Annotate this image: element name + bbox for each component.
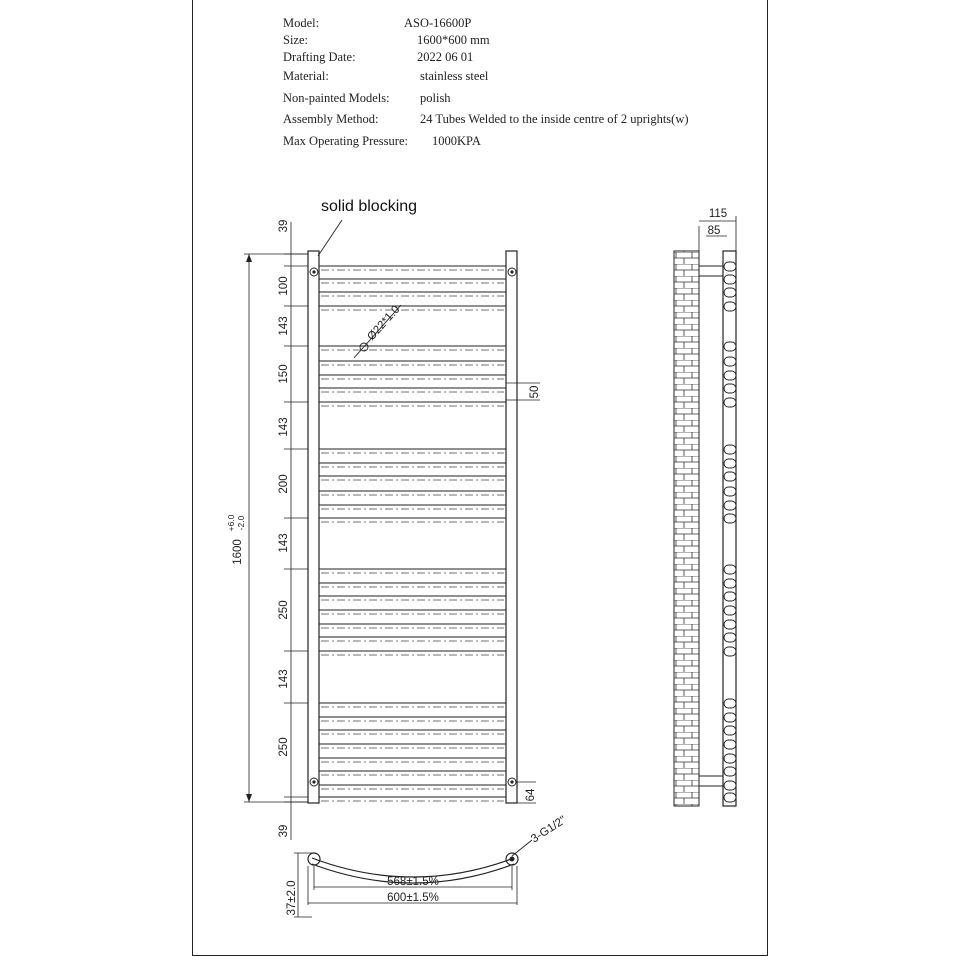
side-upright: [723, 251, 736, 806]
spacing-label: 150: [278, 364, 290, 384]
tube-end: [724, 302, 736, 311]
spec-value: 24 Tubes Welded to the inside centre of 2 uprights(w): [420, 112, 689, 126]
spacing-label: 250: [278, 600, 290, 620]
side-tube-ends: [724, 262, 736, 802]
tube-end: [724, 501, 736, 510]
right-dim-64: 64: [525, 788, 537, 802]
tube-end: [724, 371, 736, 380]
spec-value: ASO-16600P: [404, 16, 472, 30]
spacing-label: 143: [278, 316, 290, 336]
side-view: [674, 208, 736, 806]
tube-end: [724, 754, 736, 763]
inner-width-label: 568±1.5%: [387, 876, 439, 888]
spacing-labels: [278, 220, 290, 838]
tube-end: [724, 342, 736, 351]
spec-key: Assembly Method:: [283, 112, 379, 126]
spec-key: Size:: [283, 33, 308, 47]
tube-end: [724, 487, 736, 496]
spec-key: Non-painted Models:: [283, 91, 390, 105]
tube-end: [724, 767, 736, 776]
thread-label: 3-G1/2": [529, 814, 569, 846]
callout-leader: [318, 220, 342, 256]
tube-end: [724, 713, 736, 722]
tube-end: [724, 726, 736, 735]
tube-end: [724, 472, 736, 481]
tube-end: [724, 262, 736, 271]
tube-end: [724, 398, 736, 407]
front-view: [226, 198, 541, 840]
spec-key: Max Operating Pressure:: [283, 134, 408, 148]
spec-value: stainless steel: [420, 69, 489, 83]
tube-end: [724, 592, 736, 601]
tube-end: [724, 384, 736, 393]
tube-end: [724, 606, 736, 615]
tube-end: [724, 781, 736, 790]
spec-key: Model:: [283, 16, 320, 30]
right-upright: [506, 251, 517, 803]
spacing-label: 250: [278, 737, 290, 757]
spacing-label: 143: [278, 533, 290, 553]
depth-label: 37±2.0: [286, 880, 298, 916]
tolerance-plus: +6.0: [226, 514, 236, 532]
tube-end: [724, 740, 736, 749]
spec-value: 1000KPA: [432, 134, 481, 148]
tube-end: [724, 357, 736, 366]
tube-end: [724, 620, 736, 629]
side-dim-85: 85: [707, 225, 721, 237]
tube-end: [724, 288, 736, 297]
tube-end: [724, 699, 736, 708]
bottom-view: [286, 814, 569, 917]
solid-blocking-callout: solid blocking: [321, 198, 418, 215]
tolerance-minus: -2.0: [236, 515, 246, 531]
spacing-label: 39: [278, 824, 290, 838]
brick-wall: [674, 251, 699, 806]
spacing-label: 143: [278, 417, 290, 437]
tube-end: [724, 275, 736, 284]
spacing-label: 100: [278, 276, 290, 296]
tube-diameter-label: Ø22*1.0: [365, 303, 403, 344]
side-dim-115: 115: [708, 208, 728, 220]
spacing-label: 200: [278, 474, 290, 494]
tube-end: [724, 459, 736, 468]
tube-end: [724, 445, 736, 454]
horizontal-tubes: [319, 266, 506, 801]
right-dim-50: 50: [529, 385, 541, 399]
spec-key: Material:: [283, 69, 329, 83]
spec-value: 2022 06 01: [417, 50, 474, 64]
left-upright: [308, 251, 319, 803]
spec-value: polish: [420, 91, 451, 105]
tube-end: [724, 579, 736, 588]
outer-width-label: 600±1.5%: [387, 892, 439, 904]
tube-end: [724, 793, 736, 802]
tube-end: [724, 565, 736, 574]
tube-end: [724, 633, 736, 642]
spec-table: [283, 16, 689, 148]
spacing-label: 39: [278, 219, 290, 233]
spacing-label: 143: [278, 669, 290, 689]
spec-key: Drafting Date:: [283, 50, 356, 64]
tube-end: [724, 514, 736, 523]
tube-end: [724, 647, 736, 656]
total-height-label: 1600: [232, 539, 244, 565]
spec-value: 1600*600 mm: [417, 33, 490, 47]
